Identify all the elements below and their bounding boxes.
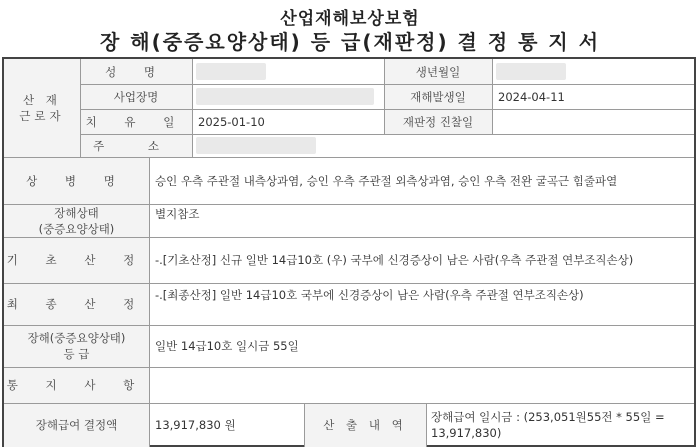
notice-label: 통 지 사 항 [6, 378, 147, 392]
name-redacted [196, 63, 266, 80]
document-title: 장 해(중증요양상태) 등 급(재판정) 결 정 통 지 서 [99, 30, 601, 54]
address-redacted [196, 137, 316, 154]
notice-table [2, 57, 696, 447]
base-grade-value: -.[기초산정] 신규 일반 14급10호 (우) 국부에 신경증상이 남은 사람(우측 주관절 연부조직손상) [155, 253, 634, 267]
final-grade-label: 최 종 산 정 [6, 297, 147, 311]
workplace-label: 사업장명 [113, 89, 159, 104]
treatment-end-label: 치 유 일 [85, 114, 187, 129]
worker-section-label: 산 재 근로자 [19, 93, 65, 123]
accident-date-label: 재해발생일 [410, 89, 466, 104]
disability-status-value: 별지참조 [155, 207, 200, 221]
base-grade-label: 기 초 산 정 [6, 253, 147, 267]
address-label: 주 소 [93, 138, 179, 153]
accident-date-value: 2024-04-11 [498, 89, 565, 104]
grade-label: 장해(중증요양상태) 등 급 [27, 331, 126, 361]
diagnosis-value: 승인 우측 주관절 내측상과염, 승인 우측 주관절 외측상과염, 승인 우측 전완 굴곡근 힘줄파열 [155, 173, 618, 188]
calc-value: 장해급여 일시금 : (253,051원55전 * 55일 = 13,917,830) [431, 410, 665, 440]
payment-label: 장해급여 결정액 [35, 418, 118, 432]
name-label: 성 명 [105, 64, 167, 79]
reexam-date-label: 재판정 진찰일 [402, 114, 474, 129]
calc-label: 산 출 내 역 [323, 418, 407, 432]
disability-status-label: 장해상태 (중증요양상태) [38, 205, 115, 236]
treatment-end-value: 2025-01-10 [198, 114, 265, 129]
payment-amount: 13,917,830 원 [155, 418, 236, 432]
diagnosis-label: 상 병 명 [26, 173, 127, 188]
grade-value: 일반 14급10호 일시금 55일 [155, 339, 299, 353]
final-grade-value: -.[최종산정] 일반 14급10호 국부에 신경증상이 남은 사람(우측 주관절 연부조직손상) [155, 288, 584, 302]
birth-date-redacted [496, 63, 566, 80]
agency-line: 산업재해보상보험 [280, 9, 420, 29]
birth-date-label: 생년월일 [415, 64, 461, 79]
workplace-redacted [196, 88, 374, 105]
